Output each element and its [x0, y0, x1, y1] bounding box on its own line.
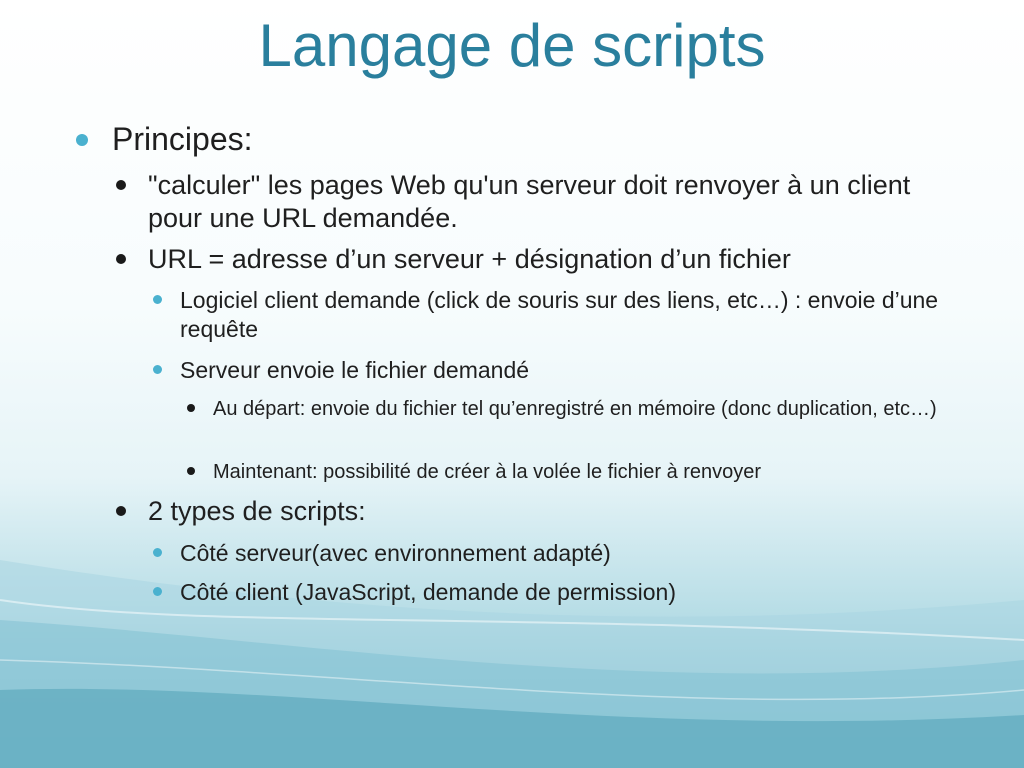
bullet-principes: Principes:: [112, 121, 253, 157]
bullet-dot-icon: [187, 467, 195, 475]
bullet-cote-serveur: Côté serveur(avec environnement adapté): [180, 540, 611, 566]
bullet-dot-icon: [187, 404, 195, 412]
bullet-dot-icon: [116, 180, 126, 190]
bullet-maintenant: Maintenant: possibilité de créer à la volée le fichier à renvoyer: [213, 461, 762, 483]
bullet-dot-icon: [153, 587, 162, 596]
bullet-dot-icon: [153, 365, 162, 374]
bullet-dot-icon: [153, 548, 162, 557]
bullet-dot-icon: [153, 295, 162, 304]
bullet-dot-icon: [116, 254, 126, 264]
slide-title: Langage de scripts: [258, 12, 766, 79]
bullet-calculer: "calculer" les pages Web qu'un serveur doit renvoyer à un client pour une URL demandée.: [148, 170, 911, 233]
bullet-serveur-envoie: Serveur envoie le fichier demandé: [180, 357, 530, 383]
bullet-dot-icon: [76, 134, 88, 146]
bullet-logiciel-client: Logiciel client demande (click de souris sur des liens, etc…) : envoie d’une requête: [180, 287, 939, 342]
bullet-cote-client: Côté client (JavaScript, demande de permission): [180, 579, 677, 605]
bullet-2-types: 2 types de scripts:: [148, 496, 366, 526]
bullet-url: URL = adresse d’un serveur + désignation d’un fichier: [148, 244, 791, 274]
bullet-au-depart: Au départ: envoie du fichier tel qu’enregistré en mémoire (donc duplication, etc…): [213, 398, 937, 420]
bullet-dot-icon: [116, 506, 126, 516]
